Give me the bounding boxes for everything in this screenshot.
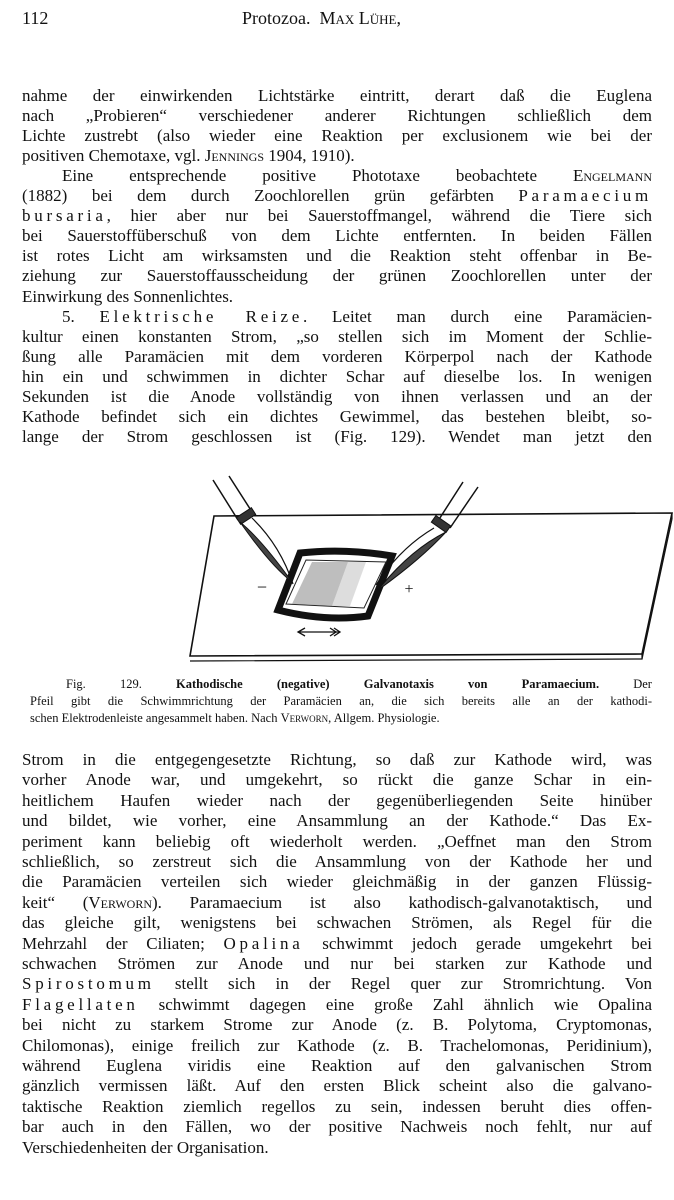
text-segment: , hier aber nur bei Sauerstoffmangel, während die Tiere sich	[106, 206, 652, 226]
text-segment: positiven Chemotaxe, vgl.	[22, 146, 205, 166]
text-segment: Strom in die entgegengesetzte Richtung, so daß zur Kathode wird, was	[22, 750, 652, 769]
text-line	[22, 750, 652, 770]
text-segment: nahme der einwirkenden Lichtstärke eintritt, derart daß die Euglena	[22, 86, 652, 105]
caption-title: Kathodische (negative) Galvanotaxis von Paramaecium.	[176, 677, 600, 691]
text-segment: Chilomonas), einige freilich zur Kathode (z. B. Trachelomonas, Peridinium),	[22, 1035, 652, 1055]
text-segment: hin ein und schwimmen in dichter Schar auf dieselbe los. In wenigen	[22, 366, 652, 386]
text-line	[22, 1117, 652, 1137]
text-line	[22, 226, 652, 246]
text-segment: 5.	[62, 306, 100, 326]
author-name: Engelmann	[572, 166, 652, 186]
galvanotaxis-illustration	[0, 470, 674, 670]
text-segment: Lichte zustrebt (also wieder eine Reaktion per exclusionem wie bei der	[22, 126, 652, 146]
text-line	[22, 327, 652, 347]
text-segment: ist rotes Licht am wirksamsten und die Reaktion steht offenbar in Be-	[22, 246, 652, 266]
text-segment: periment kann beliebig oft wiederholt werden. „Oeffnet man den Strom	[22, 831, 652, 851]
text-segment: bar auch in den Fällen, wo der positive Nachweis noch fehlt, nur auf	[22, 1117, 652, 1137]
text-line	[22, 106, 652, 126]
text-segment: nach „Probieren“ verschiedener anderer Richtungen schließlich dem	[22, 106, 652, 126]
caption-line	[30, 710, 652, 727]
emphasized-term: Elektrische Reize	[99, 306, 304, 326]
text-segment: schwimmt jedoch gerade umgekehrt bei	[303, 933, 652, 953]
text-line	[22, 367, 652, 387]
text-segment: heitlichem Haufen wieder nach der gegenüberliegenden Seite hinüber	[22, 790, 652, 810]
text-segment: taktische Reaktion ziemlich regellos zu sein, indessen beruht dies offen-	[22, 1096, 652, 1116]
culture-chamber	[278, 551, 392, 618]
running-title-author: Max Lühe,	[319, 8, 401, 28]
text-segment: schen Elektrodenleiste angesammelt haben. Nach	[30, 711, 281, 725]
text-line	[22, 307, 652, 327]
text-segment: schließlich, so zerstreut sich die Ansammlung von der Kathode her und	[22, 852, 652, 871]
text-segment: Verschiedenheiten der Organisation.	[22, 1137, 269, 1157]
cathode-minus-label: −	[256, 577, 268, 597]
text-segment: ziehung zur Sauerstoffausscheidung der grünen Zoochlorellen unter der	[22, 266, 652, 286]
emphasized-term: bursaria	[22, 206, 107, 226]
text-line	[22, 913, 652, 933]
text-line	[22, 954, 652, 974]
author-name: Verworn	[280, 711, 329, 725]
text-line	[22, 1138, 652, 1158]
text-segment: schwimmt dagegen eine große Zahl ähnlich wie Opalina	[138, 994, 652, 1014]
text-line	[22, 126, 652, 146]
text-segment: bei Sauerstoffüberschuß von dem Lichte entfernten. In beiden Fällen	[22, 226, 652, 246]
text-line	[22, 1015, 652, 1035]
author-name: Jennings	[204, 146, 265, 166]
text-segment: ). Paramaecium ist also kathodisch-galvanotaktisch, und	[152, 892, 652, 912]
text-segment: vorher Anode war, und umgekehrt, so rückt die ganze Schar in ein-	[22, 770, 652, 790]
text-line	[22, 287, 652, 307]
running-title	[242, 8, 401, 29]
text-line	[22, 872, 652, 892]
text-segment: . Leitet man durch eine Paramäcien-	[303, 306, 652, 326]
text-line	[22, 852, 652, 872]
text-line	[22, 166, 652, 186]
emphasized-term: Opalina	[223, 933, 304, 953]
text-segment: lange der Strom geschlossen ist (Fig. 129). Wendet man jetzt den	[22, 426, 652, 446]
text-line	[22, 427, 652, 447]
text-segment: kultur einen konstanten Strom, „so stellen sich im Moment der Schlie-	[22, 326, 652, 346]
text-line	[22, 995, 652, 1015]
text-segment: bei nicht zu starkem Strome zur Anode (z. B. Polytoma, Cryptomonas,	[22, 1015, 652, 1035]
caption-line	[30, 693, 652, 710]
text-segment: das gleiche gilt, wenigstens bei schwachen Strömen, als Regel für die	[22, 913, 652, 933]
text-line	[22, 1097, 652, 1117]
text-segment: Mehrzahl der Ciliaten;	[22, 933, 224, 953]
text-segment: (1882) bei dem durch Zoochlorellen grün gefärbten	[22, 186, 519, 206]
text-line	[22, 246, 652, 266]
text-line	[22, 146, 652, 166]
text-segment: , Allgem. Physiologie.	[328, 711, 440, 725]
text-line	[22, 934, 652, 954]
text-segment: Der	[599, 677, 652, 691]
text-line	[22, 1056, 652, 1076]
emphasized-term: Spirostomum	[22, 974, 155, 994]
text-line	[22, 86, 652, 106]
text-segment: Sekunden ist die Anode vollständig von ihnen verlassen und an der	[22, 386, 652, 406]
text-segment: die Paramäcien verteilen sich wieder gleichmäßig in der ganzen Flüssig-	[22, 872, 652, 892]
text-line	[22, 791, 652, 811]
text-segment: Fig. 129.	[66, 677, 176, 691]
text-segment: stellt sich in der Regel quer zur Stromrichtung. Von	[154, 974, 652, 994]
text-segment: schwachen Strömen zur Anode und nur bei starken zur Kathode und	[22, 954, 652, 973]
text-line	[22, 832, 652, 852]
text-segment: keit“ (	[22, 892, 89, 912]
text-line	[22, 206, 652, 226]
text-line	[22, 407, 652, 427]
running-title-subject: Protozoa.	[242, 8, 311, 28]
text-segment: Einwirkung des Sonnenlichtes.	[22, 286, 234, 306]
text-segment: ßung alle Paramäcien mit dem vorderen Körperpol nach der Kathode	[22, 346, 652, 366]
text-line	[22, 811, 652, 831]
text-line	[22, 266, 652, 286]
emphasized-term: Paramaecium	[518, 186, 652, 206]
page-number: 112	[22, 8, 49, 28]
text-segment: gänzlich vermissen läßt. Auf den ersten Blick scheint also die galvano-	[22, 1076, 652, 1096]
author-name: Verworn	[88, 892, 152, 912]
emphasized-term: Flagellaten	[22, 994, 139, 1014]
text-line	[22, 1076, 652, 1096]
text-line	[22, 387, 652, 407]
text-segment: und bildet, wie vorher, eine Ansammlung an der Kathode.“ Das Ex-	[22, 811, 652, 831]
caption-line	[30, 676, 652, 693]
text-segment: 1904, 1910).	[264, 146, 355, 166]
text-line	[22, 974, 652, 994]
text-segment: Pfeil gibt die Schwimmrichtung der Paramäcien an, die sich bereits alle an der kathodi-	[30, 694, 652, 708]
text-line	[22, 893, 652, 913]
text-segment: Kathode befindet sich ein dichtes Gewimmel, das bestehen bleibt, so-	[22, 406, 652, 426]
text-segment: Eine entsprechende positive Phototaxe beobachtete	[62, 166, 573, 186]
text-line	[22, 1036, 652, 1056]
text-line	[22, 347, 652, 367]
text-line	[22, 186, 652, 206]
text-line	[22, 770, 652, 790]
anode-plus-label: +	[404, 581, 414, 598]
text-segment: während Euglena viridis eine Reaktion auf den galvanischen Strom	[22, 1056, 652, 1075]
